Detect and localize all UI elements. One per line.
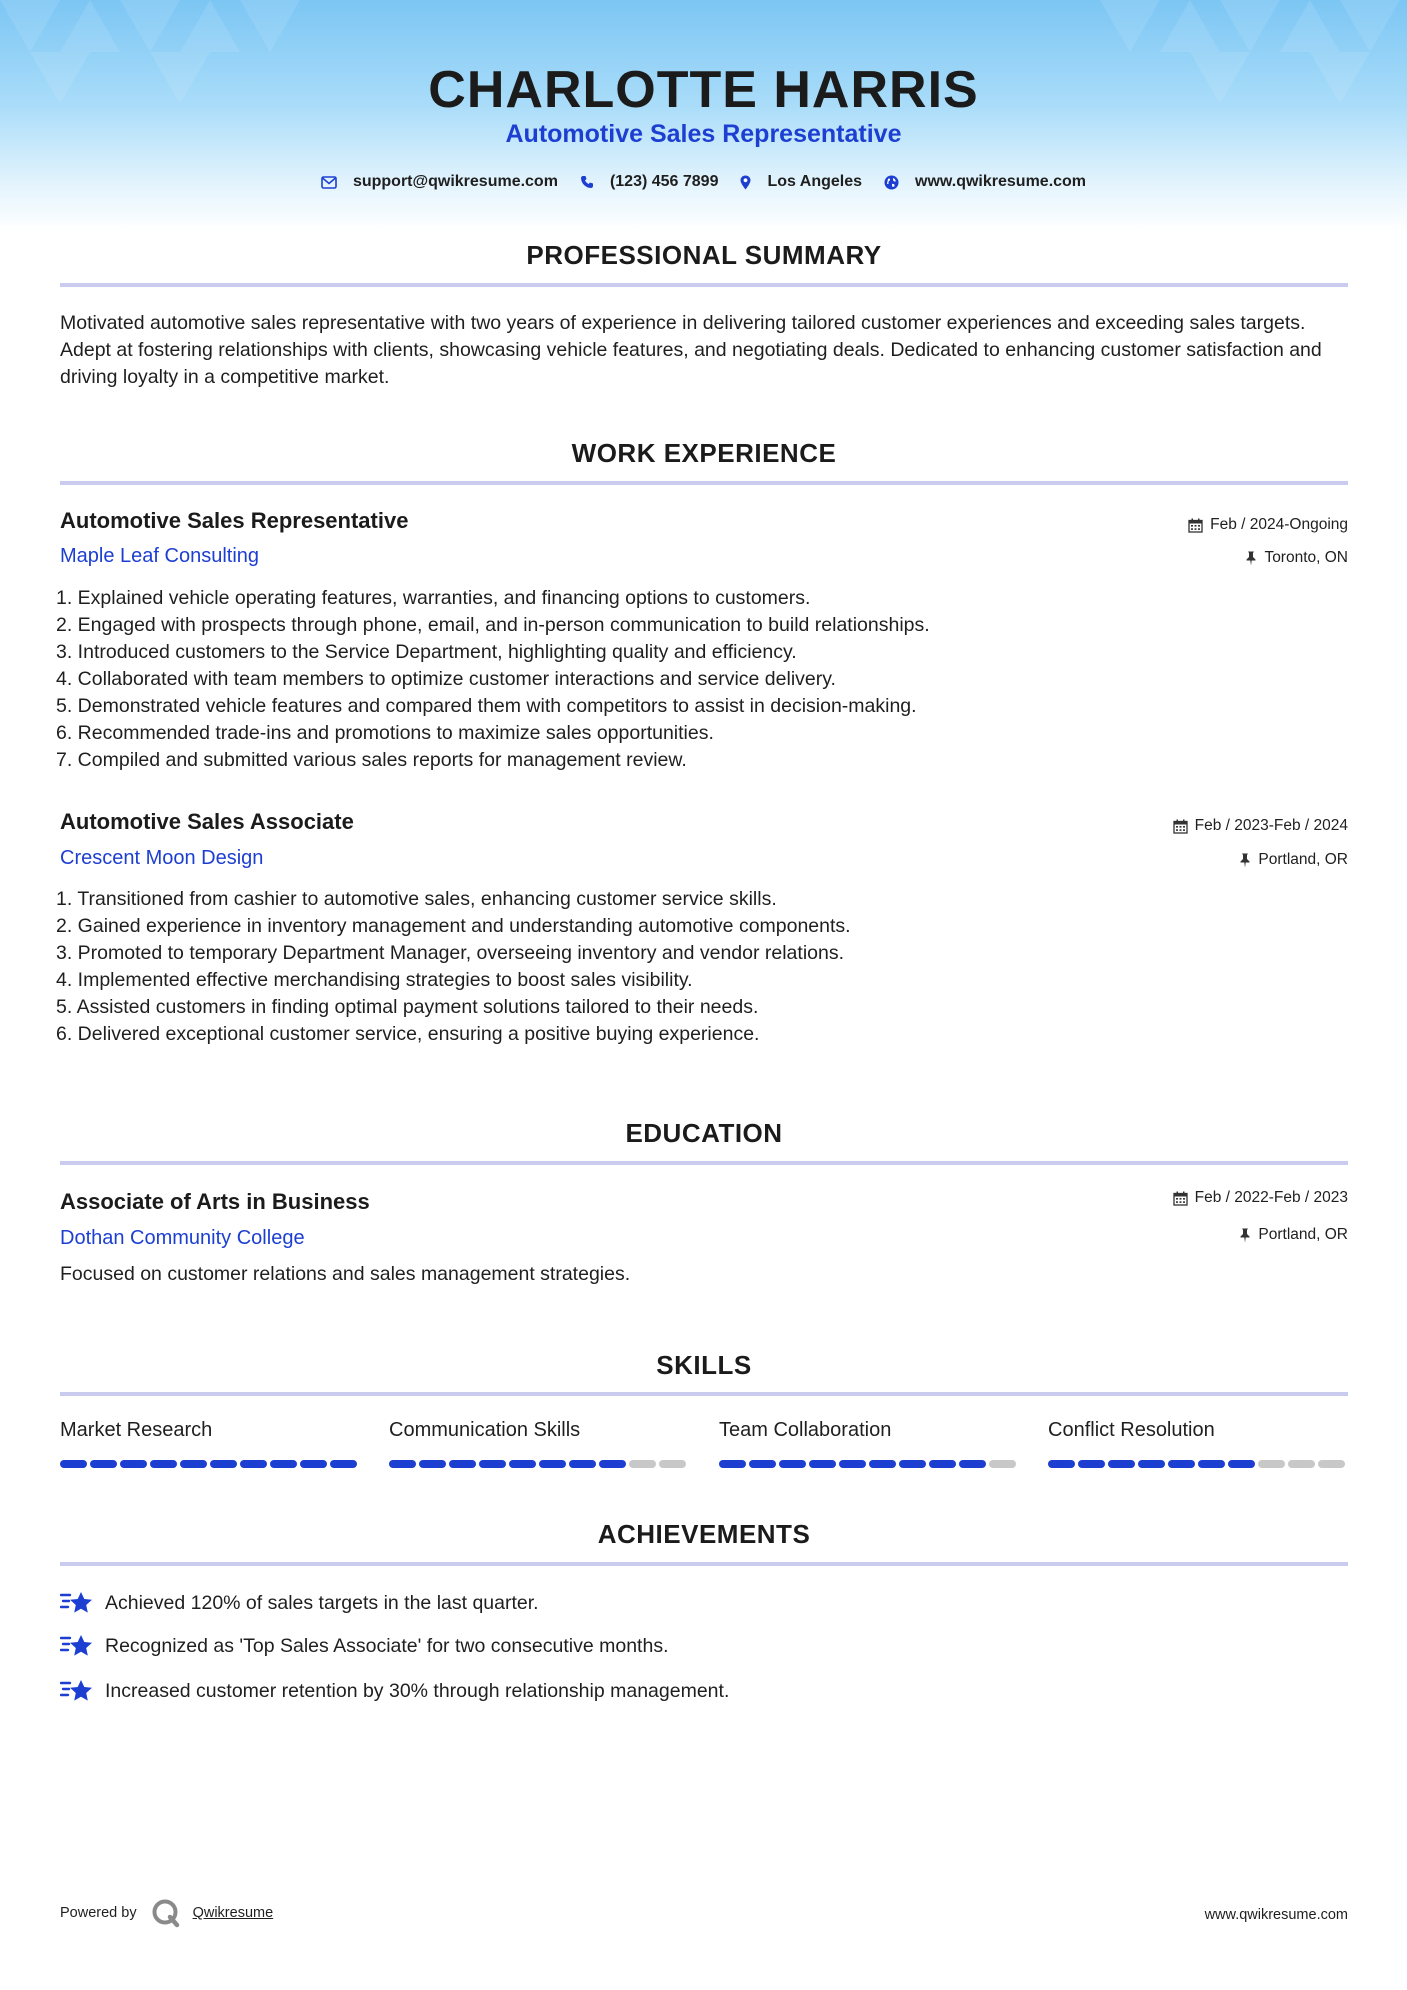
company-name[interactable]: Crescent Moon Design <box>60 847 264 869</box>
calendar-icon <box>1173 1191 1188 1206</box>
pushpin-icon <box>1245 551 1257 566</box>
skill-dot-filled <box>210 1460 237 1468</box>
job-title: Automotive Sales Representative <box>60 508 409 533</box>
list-item: 3. Promoted to temporary Department Manager, overseeing inventory and vendor relations. <box>56 942 845 964</box>
skill-dot-empty <box>1318 1460 1345 1468</box>
pushpin-icon <box>1239 1228 1251 1243</box>
job-title: Automotive Sales Associate <box>60 809 354 834</box>
skill-dot-empty <box>659 1460 686 1468</box>
achievement-text: Recognized as 'Top Sales Associate' for two consecutive months. <box>105 1634 669 1657</box>
footer-website[interactable]: www.qwikresume.com <box>1204 1907 1348 1923</box>
skill-rating <box>1048 1460 1348 1468</box>
skill-rating <box>60 1460 360 1468</box>
summary-heading: PROFESSIONAL SUMMARY <box>526 240 882 270</box>
contact-email-text: support@qwikresume.com <box>352 173 558 190</box>
candidate-title: Automotive Sales Representative <box>505 120 902 148</box>
skill-dot-filled <box>839 1460 866 1468</box>
skill-item <box>719 1419 1019 1468</box>
education-date <box>1173 1189 1348 1207</box>
skill-name: Conflict Resolution <box>1048 1419 1215 1441</box>
skill-dot-filled <box>959 1460 986 1468</box>
skill-item <box>1048 1419 1348 1468</box>
job-date-text: Feb / 2024-Ongoing <box>1210 516 1348 533</box>
skill-dot-filled <box>240 1460 267 1468</box>
skill-dot-filled <box>1138 1460 1165 1468</box>
skill-name: Team Collaboration <box>719 1419 892 1441</box>
contact-location <box>740 173 862 191</box>
summary-divider <box>60 283 1348 287</box>
skill-dot-filled <box>180 1460 207 1468</box>
education-date-text: Feb / 2022-Feb / 2023 <box>1194 1189 1348 1206</box>
list-item: 2. Gained experience in inventory management and understanding automotive components. <box>56 915 851 937</box>
job-date <box>1188 516 1348 534</box>
skill-dot-filled <box>569 1460 596 1468</box>
achievement-item <box>60 1589 539 1617</box>
skill-dot-filled <box>1168 1460 1195 1468</box>
skill-dot-filled <box>719 1460 746 1468</box>
skill-dot-empty <box>629 1460 656 1468</box>
skill-dot-filled <box>150 1460 177 1468</box>
achievement-item <box>60 1632 669 1660</box>
education-description: Focused on customer relations and sales management strategies. <box>60 1263 631 1285</box>
skill-dot-filled <box>419 1460 446 1468</box>
shooting-star-icon <box>60 1677 93 1705</box>
summary-text: Motivated automotive sales representative with two years of experience in delivering tailored customer experiences and exceeding sales targets. Adept at fostering relationships with clients, showcasing vehicle features, and negotiating deals. Dedicated to enhancing customer satisfaction and driving loyalty in a competitive market. <box>60 312 1322 388</box>
phone-icon <box>580 175 594 189</box>
achievements-heading: ACHIEVEMENTS <box>597 1519 811 1549</box>
skill-dot-filled <box>539 1460 566 1468</box>
list-item: 2. Engaged with prospects through phone, email, and in-person communication to build relationships. <box>56 614 930 636</box>
contact-phone-text: (123) 456 7899 <box>609 173 719 190</box>
school-name[interactable]: Dothan Community College <box>60 1227 305 1249</box>
skill-dot-filled <box>330 1460 357 1468</box>
pushpin-icon <box>1239 853 1251 868</box>
education-heading: EDUCATION <box>625 1118 783 1148</box>
map-pin-icon <box>740 175 751 190</box>
achievement-item <box>60 1677 729 1705</box>
list-item: 6. Delivered exceptional customer service, ensuring a positive buying experience. <box>56 1023 760 1045</box>
skill-dot-filled <box>899 1460 926 1468</box>
job-location-text: Portland, OR <box>1258 851 1348 868</box>
brand-link[interactable]: Qwikresume <box>192 1905 274 1921</box>
skill-dot-filled <box>929 1460 956 1468</box>
skill-dot-filled <box>1078 1460 1105 1468</box>
job-location <box>1245 549 1348 567</box>
list-item: 1. Transitioned from cashier to automotive sales, enhancing customer service skills. <box>56 888 777 910</box>
calendar-icon <box>1188 518 1203 533</box>
globe-icon <box>884 175 899 190</box>
footer-powered-by <box>60 1898 273 1928</box>
calendar-icon <box>1173 819 1188 834</box>
skill-dot-filled <box>599 1460 626 1468</box>
skill-rating <box>389 1460 689 1468</box>
job-responsibilities <box>56 886 1336 1048</box>
skill-rating <box>719 1460 1019 1468</box>
experience-heading: WORK EXPERIENCE <box>571 438 837 468</box>
skill-dot-filled <box>1108 1460 1135 1468</box>
skill-dot-filled <box>869 1460 896 1468</box>
contact-website[interactable] <box>884 173 1086 191</box>
skill-dot-empty <box>1258 1460 1285 1468</box>
list-item: 4. Collaborated with team members to optimize customer interactions and service delivery. <box>56 668 836 690</box>
contact-website-text: www.qwikresume.com <box>915 173 1087 190</box>
education-location <box>1239 1226 1348 1244</box>
contact-email[interactable] <box>321 173 558 191</box>
achievement-text: Increased customer retention by 30% through relationship management. <box>105 1679 730 1702</box>
job-date-text: Feb / 2023-Feb / 2024 <box>1194 817 1348 834</box>
skill-item <box>60 1419 360 1468</box>
education-divider <box>60 1161 1348 1165</box>
skill-dot-filled <box>120 1460 147 1468</box>
skill-dot-filled <box>809 1460 836 1468</box>
skill-name: Market Research <box>60 1419 213 1441</box>
company-name[interactable]: Maple Leaf Consulting <box>60 545 260 567</box>
skill-dot-empty <box>1288 1460 1315 1468</box>
skill-name: Communication Skills <box>389 1419 581 1441</box>
skill-dot-filled <box>779 1460 806 1468</box>
envelope-icon <box>321 176 337 189</box>
skill-dot-filled <box>479 1460 506 1468</box>
job-location <box>1239 851 1348 869</box>
skill-dot-filled <box>1048 1460 1075 1468</box>
skill-dot-filled <box>1198 1460 1225 1468</box>
shooting-star-icon <box>60 1589 93 1617</box>
achievement-text: Achieved 120% of sales targets in the last quarter. <box>105 1591 539 1614</box>
skill-dot-filled <box>90 1460 117 1468</box>
list-item: 6. Recommended trade-ins and promotions to maximize sales opportunities. <box>56 722 714 744</box>
powered-by-label: Powered by <box>60 1905 137 1921</box>
education-location-text: Portland, OR <box>1258 1226 1348 1243</box>
skill-dot-filled <box>449 1460 476 1468</box>
shooting-star-icon <box>60 1632 93 1660</box>
skill-item <box>389 1419 689 1468</box>
list-item: 4. Implemented effective merchandising strategies to boost sales visibility. <box>56 969 693 991</box>
contact-bar <box>0 173 1407 191</box>
skill-dot-filled <box>60 1460 87 1468</box>
list-item: 7. Compiled and submitted various sales reports for management review. <box>56 749 687 771</box>
job-date <box>1173 817 1348 835</box>
skill-dot-filled <box>1228 1460 1255 1468</box>
skill-dot-filled <box>509 1460 536 1468</box>
list-item: 3. Introduced customers to the Service Department, highlighting quality and efficiency. <box>56 641 797 663</box>
resume-header <box>0 0 1407 232</box>
skill-dot-filled <box>300 1460 327 1468</box>
candidate-name: CHARLOTTE HARRIS <box>428 61 979 119</box>
skills-heading: SKILLS <box>656 1350 752 1380</box>
experience-divider <box>60 481 1348 485</box>
achievements-divider <box>60 1562 1348 1566</box>
list-item: 5. Demonstrated vehicle features and compared them with competitors to assist in decision-making. <box>56 695 917 717</box>
list-item: 1. Explained vehicle operating features, warranties, and financing options to customers. <box>56 587 811 609</box>
skill-dot-filled <box>270 1460 297 1468</box>
job-location-text: Toronto, ON <box>1264 549 1348 566</box>
qwikresume-logo-icon <box>151 1898 181 1928</box>
skill-dot-empty <box>989 1460 1016 1468</box>
contact-location-text: Los Angeles <box>767 173 863 190</box>
contact-phone[interactable] <box>580 173 719 191</box>
degree-title: Associate of Arts in Business <box>60 1189 370 1214</box>
skills-divider <box>60 1392 1348 1396</box>
skill-dot-filled <box>389 1460 416 1468</box>
list-item: 5. Assisted customers in finding optimal payment solutions tailored to their needs. <box>56 996 759 1018</box>
job-responsibilities <box>56 585 1336 774</box>
skill-dot-filled <box>749 1460 776 1468</box>
